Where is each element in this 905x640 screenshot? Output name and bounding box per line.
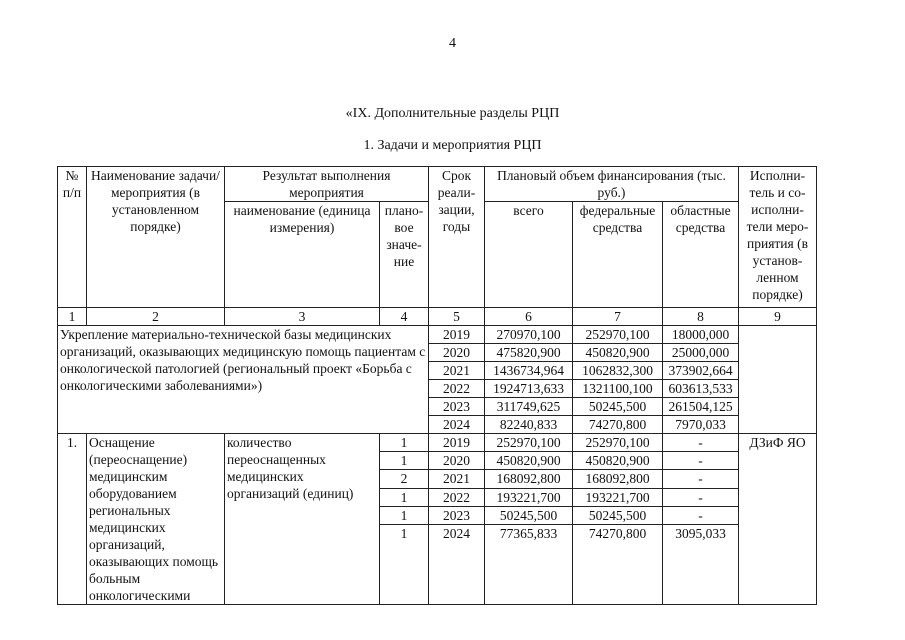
column-number: 4 [380, 308, 429, 326]
page-number: 4 [449, 36, 456, 51]
header-plan-value: плано-вое значе-ние [380, 202, 429, 308]
year-cell: 2020 [429, 344, 485, 362]
year-cell: 2021 [429, 362, 485, 380]
year-cell: 2019 [429, 326, 485, 344]
year-cell: 2020 [429, 452, 485, 470]
year-cell: 2022 [429, 488, 485, 506]
table-row [58, 326, 817, 344]
plan-value-cell: 1 [380, 525, 429, 605]
activity-name: Оснащение (переоснащение) медицинским оборудованием региональных медицинских организаций, оказывающих помощь больным онкологическими [87, 434, 225, 605]
total-cell: 193221,700 [485, 488, 573, 506]
federal-cell: 450820,900 [573, 344, 663, 362]
header-regional: областные средства [663, 202, 739, 308]
federal-cell: 74270,800 [573, 525, 663, 605]
header-term: Срок реали-зации, годы [429, 167, 485, 308]
total-cell: 475820,900 [485, 344, 573, 362]
header-indicator-name: наименование (единица измерения) [225, 202, 380, 308]
regional-cell: - [663, 488, 739, 506]
total-cell: 1924713,633 [485, 380, 573, 398]
plan-value-cell: 1 [380, 434, 429, 452]
column-number: 9 [739, 308, 817, 326]
regional-cell: 603613,533 [663, 380, 739, 398]
plan-value-cell: 2 [380, 470, 429, 488]
column-number: 5 [429, 308, 485, 326]
regional-cell: 261504,125 [663, 398, 739, 416]
header-task-name: Наименование задачи/мероприятия (в установленном порядке) [87, 167, 225, 308]
header-federal: федеральные средства [573, 202, 663, 308]
year-cell: 2023 [429, 506, 485, 524]
header-total: всего [485, 202, 573, 308]
column-number: 1 [58, 308, 87, 326]
section-title: «IX. Дополнительные разделы РЦП [345, 106, 560, 121]
total-cell: 77365,833 [485, 525, 573, 605]
column-number: 2 [87, 308, 225, 326]
regional-cell: 3095,033 [663, 525, 739, 605]
column-numbers-row [58, 308, 817, 326]
federal-cell: 450820,900 [573, 452, 663, 470]
total-cell: 1436734,964 [485, 362, 573, 380]
header-result-group: Результат выполнения мероприятия [225, 167, 429, 202]
tasks-table [57, 166, 817, 605]
regional-cell: 7970,033 [663, 416, 739, 434]
header-number: № п/п [58, 167, 87, 308]
federal-cell: 74270,800 [573, 416, 663, 434]
regional-cell: 25000,000 [663, 344, 739, 362]
year-cell: 2024 [429, 525, 485, 605]
year-cell: 2023 [429, 398, 485, 416]
federal-cell: 1321100,100 [573, 380, 663, 398]
total-cell: 168092,800 [485, 470, 573, 488]
year-cell: 2021 [429, 470, 485, 488]
total-cell: 82240,833 [485, 416, 573, 434]
header-finance-group: Плановый объем финансирования (тыс. руб.) [485, 167, 739, 202]
plan-value-cell: 1 [380, 506, 429, 524]
regional-cell: - [663, 434, 739, 452]
activity-number: 1. [58, 434, 87, 605]
total-cell: 50245,500 [485, 506, 573, 524]
table-row [58, 434, 817, 452]
federal-cell: 193221,700 [573, 488, 663, 506]
regional-cell: - [663, 452, 739, 470]
federal-cell: 1062832,300 [573, 362, 663, 380]
total-cell: 311749,625 [485, 398, 573, 416]
plan-value-cell: 1 [380, 452, 429, 470]
column-number: 7 [573, 308, 663, 326]
project-executor [739, 326, 817, 434]
federal-cell: 252970,100 [573, 326, 663, 344]
activity-executor: ДЗиФ ЯО [739, 434, 817, 605]
total-cell: 252970,100 [485, 434, 573, 452]
year-cell: 2024 [429, 416, 485, 434]
federal-cell: 50245,500 [573, 398, 663, 416]
activity-indicator: количество переоснащенных медицинских организаций (единиц) [225, 434, 380, 605]
federal-cell: 168092,800 [573, 470, 663, 488]
header-executor: Исполни-тель и со-исполни-тели меро-приятия (в установ-ленном порядке) [739, 167, 817, 308]
plan-value-cell: 1 [380, 488, 429, 506]
federal-cell: 50245,500 [573, 506, 663, 524]
regional-cell: 373902,664 [663, 362, 739, 380]
total-cell: 270970,100 [485, 326, 573, 344]
column-number: 3 [225, 308, 380, 326]
total-cell: 450820,900 [485, 452, 573, 470]
column-number: 6 [485, 308, 573, 326]
year-cell: 2022 [429, 380, 485, 398]
column-number: 8 [663, 308, 739, 326]
year-cell: 2019 [429, 434, 485, 452]
federal-cell: 252970,100 [573, 434, 663, 452]
regional-cell: 18000,000 [663, 326, 739, 344]
subsection-title: 1. Задачи и мероприятия РЦП [363, 138, 542, 153]
regional-cell: - [663, 506, 739, 524]
project-name: Укрепление материально-технической базы медицинских организаций, оказывающих медицинскую помощь пациентам с онкологической патологией (региональный проект «Борьба с онкологическими заболеваниями») [58, 326, 429, 434]
regional-cell: - [663, 470, 739, 488]
